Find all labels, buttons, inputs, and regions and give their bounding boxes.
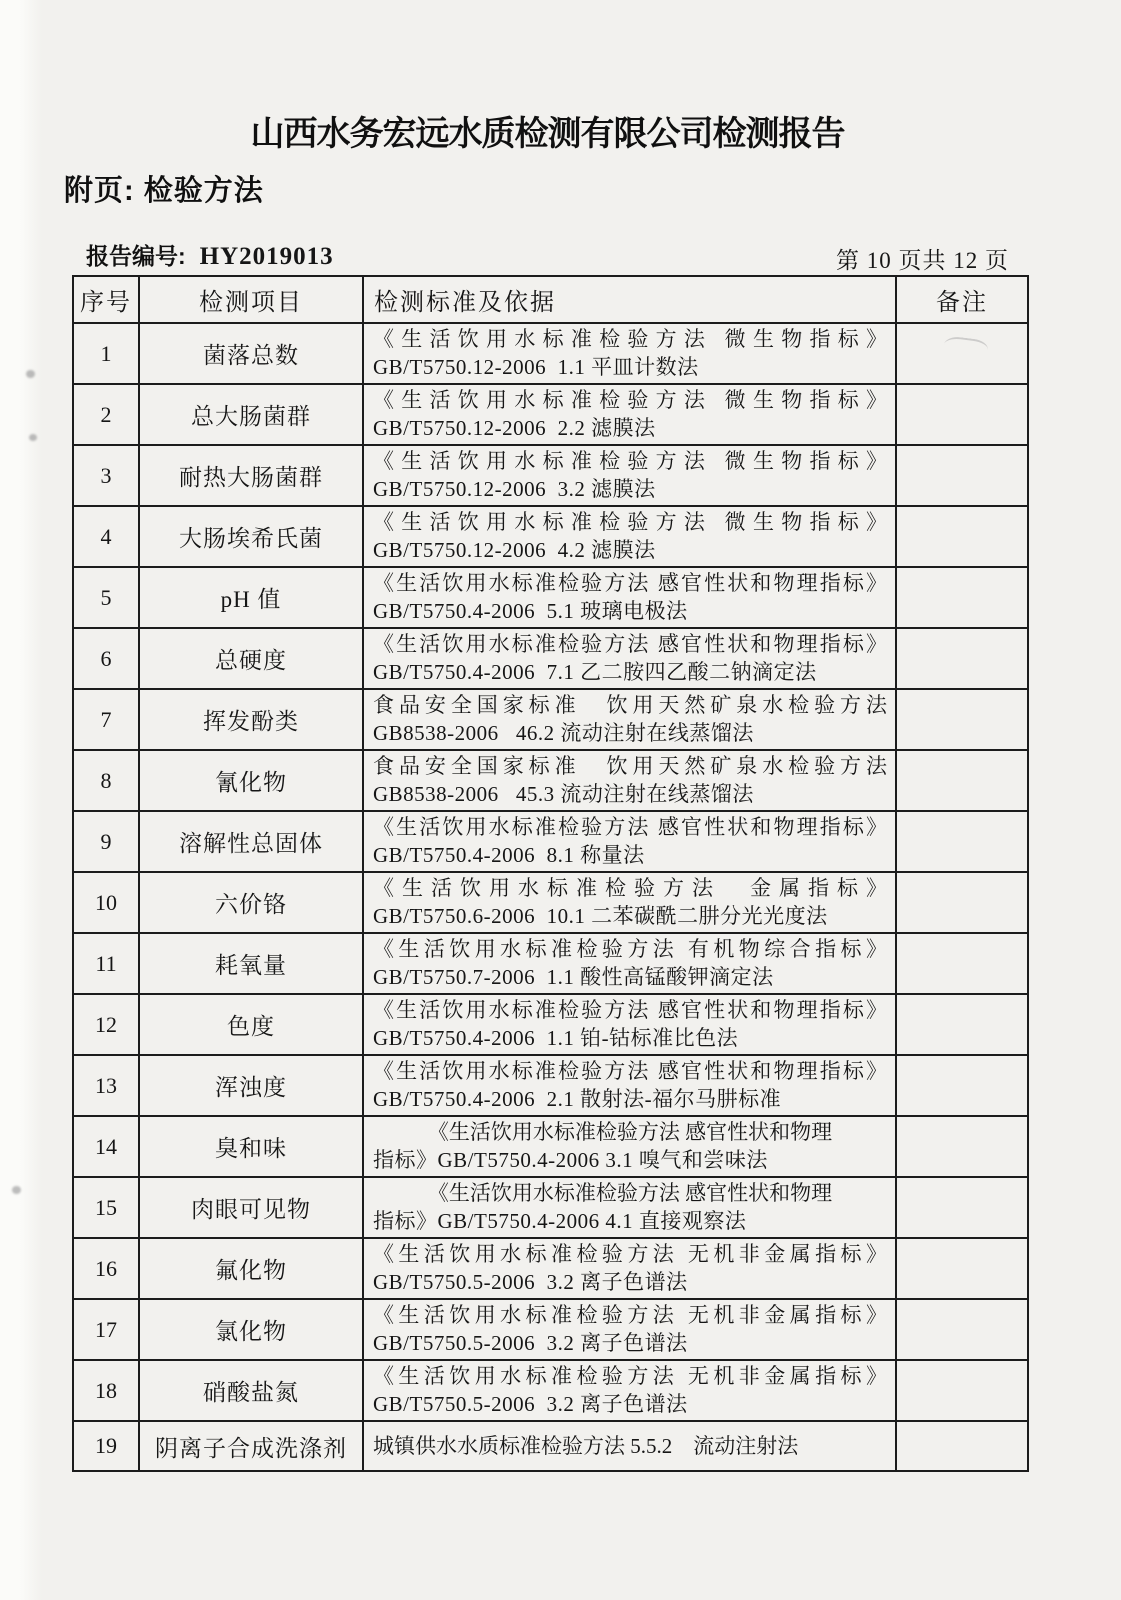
cell-test-standard: [363, 689, 896, 750]
standard-line-1: 《生活饮用水标准检验方法 无机非金属指标》: [373, 1364, 887, 1388]
cell-remark: [896, 567, 1028, 628]
cell-remark: [896, 750, 1028, 811]
cell-test-item: 溶解性总固体: [139, 811, 363, 872]
cell-row-number: 12: [73, 994, 139, 1055]
cell-test-standard: [363, 628, 896, 689]
cell-remark: [896, 1055, 1028, 1116]
standard-line-2: GB/T5750.4-2006 8.1 称量法: [373, 843, 645, 867]
standard-line-2: GB/T5750.4-2006 2.1 散射法-福尔马肼标准: [373, 1087, 782, 1111]
cell-row-number: 11: [73, 933, 139, 994]
cell-remark: [896, 1116, 1028, 1177]
standard-line-1: 《生活饮用水标准检验方法 有机物综合指标》: [373, 937, 887, 961]
methods-table: [72, 275, 1029, 1472]
table-row: [73, 1421, 1028, 1471]
cell-test-item: 氰化物: [139, 750, 363, 811]
standard-line-1: 城镇供水水质标准检验方法 5.5.2 流动注射法: [373, 1433, 799, 1458]
report-number-value: HY2019013: [199, 243, 334, 270]
standard-line-1: 《生活饮用水标准检验方法 微生物指标》: [373, 388, 887, 412]
standard-line-2: GB/T5750.12-2006 1.1 平皿计数法: [373, 355, 699, 379]
cell-remark: [896, 1360, 1028, 1421]
cell-row-number: 5: [73, 567, 139, 628]
cell-test-standard: [363, 1360, 896, 1421]
cell-test-standard: [363, 506, 896, 567]
cell-remark: [896, 1238, 1028, 1299]
table-row: [73, 628, 1028, 689]
cell-test-item: 耗氧量: [139, 933, 363, 994]
page-indicator: 第 10 页共 12 页: [836, 248, 1009, 273]
cell-remark: [896, 689, 1028, 750]
table-row: [73, 1116, 1028, 1177]
column-header-method: 检测标准及依据: [363, 276, 896, 323]
cell-test-standard: [363, 872, 896, 933]
standard-line-1: 《生活饮用水标准检验方法 感官性状和物理指标》: [373, 998, 887, 1022]
scan-artifact: [26, 370, 35, 378]
table-row: [73, 811, 1028, 872]
cell-test-item: 氯化物: [139, 1299, 363, 1360]
cell-row-number: 1: [73, 323, 139, 384]
cell-test-standard: [363, 445, 896, 506]
cell-remark: [896, 628, 1028, 689]
standard-line-2: GB/T5750.4-2006 1.1 铂-钴标准比色法: [373, 1026, 739, 1050]
standard-line-2: 指标》GB/T5750.4-2006 3.1 嗅气和尝味法: [373, 1148, 768, 1172]
cell-row-number: 4: [73, 506, 139, 567]
standard-line-1: 《生活饮用水标准检验方法 微生物指标》: [373, 510, 887, 534]
standard-line-2: GB/T5750.7-2006 1.1 酸性高锰酸钾滴定法: [373, 965, 774, 989]
cell-test-item: 耐热大肠菌群: [139, 445, 363, 506]
cell-remark: [896, 872, 1028, 933]
cell-remark: [896, 811, 1028, 872]
cell-remark: [896, 1299, 1028, 1360]
cell-test-standard: [363, 811, 896, 872]
standard-line-2: GB/T5750.12-2006 4.2 滤膜法: [373, 538, 656, 562]
scan-artifact: [12, 1186, 21, 1194]
table-row: [73, 872, 1028, 933]
cell-test-standard: [363, 1116, 896, 1177]
standard-line-1: 《生活饮用水标准检验方法 金属指标》: [373, 876, 887, 900]
table-row: [73, 750, 1028, 811]
standard-line-1: 《生活饮用水标准检验方法 微生物指标》: [373, 449, 887, 473]
standard-line-2: 指标》GB/T5750.4-2006 4.1 直接观察法: [373, 1209, 747, 1233]
cell-test-item: pH 值: [139, 567, 363, 628]
cell-row-number: 6: [73, 628, 139, 689]
standard-line-2: GB/T5750.5-2006 3.2 离子色谱法: [373, 1392, 688, 1416]
table-row: [73, 689, 1028, 750]
cell-remark: [896, 445, 1028, 506]
table-row: [73, 1238, 1028, 1299]
cell-row-number: 9: [73, 811, 139, 872]
standard-line-1: 《生活饮用水标准检验方法 感官性状和物理指标》: [373, 571, 887, 595]
cell-remark: [896, 1177, 1028, 1238]
standard-line-1: 《生活饮用水标准检验方法 无机非金属指标》: [373, 1242, 887, 1266]
cell-remark: [896, 1421, 1028, 1471]
table-row: [73, 1360, 1028, 1421]
standard-line-1: 食品安全国家标准 饮用天然矿泉水检验方法: [373, 754, 887, 778]
table-row: [73, 994, 1028, 1055]
cell-row-number: 10: [73, 872, 139, 933]
table-row: [73, 1177, 1028, 1238]
cell-remark: [896, 506, 1028, 567]
cell-test-item: 臭和味: [139, 1116, 363, 1177]
cell-test-item: 总硬度: [139, 628, 363, 689]
cell-test-standard: [363, 1238, 896, 1299]
cell-test-item: 色度: [139, 994, 363, 1055]
standard-line-2: GB/T5750.5-2006 3.2 离子色谱法: [373, 1331, 688, 1355]
standard-line-1: 《生活饮用水标准检验方法 无机非金属指标》: [373, 1303, 887, 1327]
cell-test-standard: [363, 994, 896, 1055]
cell-test-item: 总大肠菌群: [139, 384, 363, 445]
table-row: [73, 323, 1028, 384]
cell-remark: [896, 384, 1028, 445]
cell-test-standard: [363, 323, 896, 384]
cell-test-item: 硝酸盐氮: [139, 1360, 363, 1421]
cell-remark: [896, 933, 1028, 994]
column-header-no: 序号: [73, 276, 139, 323]
cell-test-item: 浑浊度: [139, 1055, 363, 1116]
cell-test-standard: [363, 384, 896, 445]
cell-test-item: 氟化物: [139, 1238, 363, 1299]
cell-row-number: 19: [73, 1421, 139, 1471]
standard-line-1: 《生活饮用水标准检验方法 感官性状和物理指标》: [373, 815, 887, 839]
standard-line-2: GB/T5750.4-2006 7.1 乙二胺四乙酸二钠滴定法: [373, 660, 817, 684]
scan-artifact: [29, 434, 37, 441]
standard-line-1: 《生活饮用水标准检验方法 微生物指标》: [373, 327, 887, 351]
standard-line-1: 《生活饮用水标准检验方法 感官性状和物理指标》: [373, 632, 887, 656]
cell-test-standard: [363, 567, 896, 628]
cell-row-number: 13: [73, 1055, 139, 1116]
cell-remark: [896, 994, 1028, 1055]
table-row: [73, 933, 1028, 994]
appendix-heading: 附页: 检验方法: [64, 175, 264, 207]
cell-test-standard: [363, 750, 896, 811]
cell-test-standard: [363, 933, 896, 994]
standard-line-2: GB8538-2006 45.3 流动注射在线蒸馏法: [373, 782, 754, 806]
table-row: [73, 567, 1028, 628]
standard-line-2: GB8538-2006 46.2 流动注射在线蒸馏法: [373, 721, 754, 745]
table-row: [73, 445, 1028, 506]
standard-line-1: 《生活饮用水标准检验方法 感官性状和物理指标》: [373, 1059, 887, 1083]
cell-test-item: 挥发酚类: [139, 689, 363, 750]
column-header-item: 检测项目: [139, 276, 363, 323]
report-number-line: [86, 238, 334, 271]
cell-test-standard: [363, 1299, 896, 1360]
cell-test-standard: [363, 1055, 896, 1116]
standard-line-2: GB/T5750.12-2006 3.2 滤膜法: [373, 477, 656, 501]
standard-line-2: GB/T5750.5-2006 3.2 离子色谱法: [373, 1270, 688, 1294]
report-title: 山西水务宏远水质检测有限公司检测报告: [250, 115, 845, 153]
cell-row-number: 3: [73, 445, 139, 506]
cell-row-number: 17: [73, 1299, 139, 1360]
cell-row-number: 14: [73, 1116, 139, 1177]
cell-row-number: 18: [73, 1360, 139, 1421]
cell-test-item: 菌落总数: [139, 323, 363, 384]
cell-test-item: 阴离子合成洗涤剂: [139, 1421, 363, 1471]
table-row: [73, 1055, 1028, 1116]
standard-line-1: 《生活饮用水标准检验方法 感官性状和物理: [427, 1181, 833, 1205]
cell-test-item: 肉眼可见物: [139, 1177, 363, 1238]
report-number-label: 报告编号:: [86, 243, 186, 269]
table-row: [73, 1299, 1028, 1360]
table-row: [73, 506, 1028, 567]
cell-test-item: 六价铬: [139, 872, 363, 933]
cell-test-standard: [363, 1421, 896, 1471]
table-header-row: [73, 276, 1028, 323]
cell-test-item: 大肠埃希氏菌: [139, 506, 363, 567]
cell-row-number: 2: [73, 384, 139, 445]
standard-line-2: GB/T5750.4-2006 5.1 玻璃电极法: [373, 599, 688, 623]
cell-row-number: 7: [73, 689, 139, 750]
column-header-remark: 备注: [896, 276, 1028, 323]
standard-line-2: GB/T5750.6-2006 10.1 二苯碳酰二肼分光光度法: [373, 904, 828, 928]
cell-row-number: 8: [73, 750, 139, 811]
table-row: [73, 384, 1028, 445]
standard-line-1: 食品安全国家标准 饮用天然矿泉水检验方法: [373, 693, 887, 717]
cell-row-number: 15: [73, 1177, 139, 1238]
standard-line-2: GB/T5750.12-2006 2.2 滤膜法: [373, 416, 656, 440]
cell-row-number: 16: [73, 1238, 139, 1299]
cell-test-standard: [363, 1177, 896, 1238]
standard-line-1: 《生活饮用水标准检验方法 感官性状和物理: [427, 1120, 833, 1144]
